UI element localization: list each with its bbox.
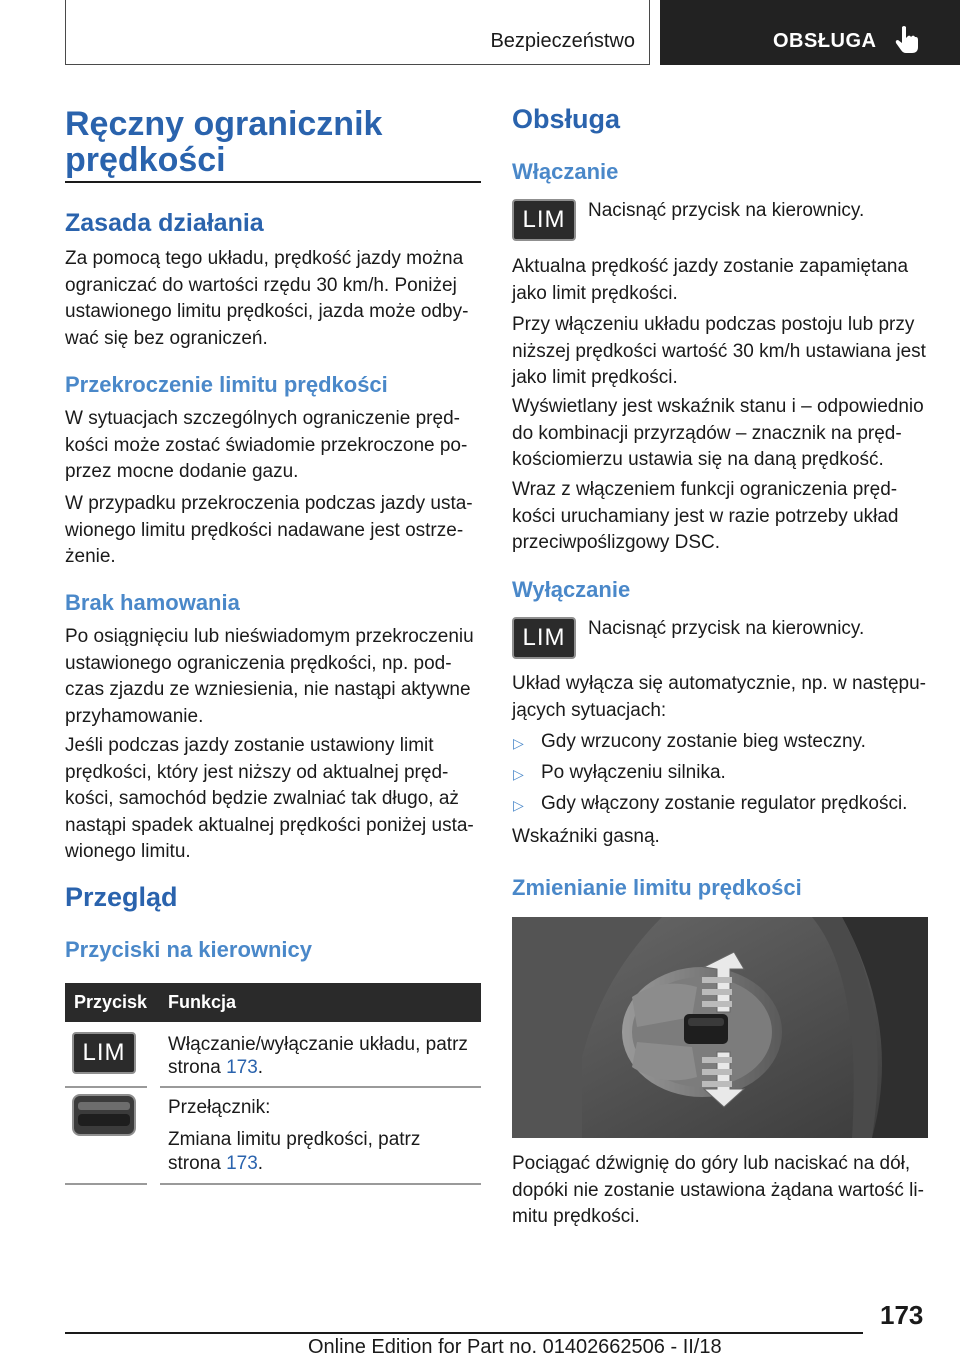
bullet-item-1: Gdy wrzucony zostanie bieg wsteczny. (541, 731, 866, 752)
lim-button-icon (72, 1032, 136, 1074)
para-principle-l1: Za pomocą tego układu, prędkość jazdy można (65, 248, 464, 269)
bullet-triangle-icon: ▷ (513, 735, 524, 751)
para-exceed-1-l1: W sytuacjach szczególnych ograniczenie pręd‐ (65, 408, 460, 429)
para-braking-2-l2: prędkości, który jest niższy od aktualnej pręd‐ (65, 761, 449, 783)
page-title-line1: Ręczny ogranicznik (65, 105, 383, 143)
page-title-line2: prędkości (65, 141, 226, 179)
heading-steering-buttons: Przyciski na kierownicy (65, 937, 313, 962)
para-braking-1-l2: ustawionego ograniczenia prędkości, np. pod‐ (65, 652, 452, 674)
heading-no-braking: Brak hamowania (65, 590, 240, 615)
para-braking-2-l1: Jeśli podczas jazdy zostanie ustawiony limit (65, 735, 434, 756)
para-on-4-l3: przeciwpoślizgowy DSC. (512, 532, 721, 553)
heading-switch-off: Wyłączanie (512, 577, 631, 602)
para-on-4-l1: Wraz z włączeniem funkcji ograniczenia pręd‐ (512, 479, 898, 500)
para-on-2-l2: niższej prędkości wartość 30 km/h ustawiana jest (512, 340, 926, 362)
para-change-l2: dopóki nie zostanie ustawiona żądana wartość li‐ (512, 1179, 924, 1201)
table-row1-text-l2: strona 173. (168, 1057, 264, 1078)
para-on-3-l1: Wyświetlany jest wskaźnik stanu i – odpowiednio (512, 396, 924, 417)
page-number: 173 (880, 1300, 924, 1330)
para-on-1-l1: Aktualna prędkość jazdy zostanie zapamiętana (512, 256, 909, 277)
footer-edition: Online Edition for Part no. 01402662506 - II/18 (308, 1336, 722, 1358)
title-rule (65, 181, 481, 183)
para-off-2: Wskaźniki gasną. (512, 826, 660, 847)
para-change-l3: mitu prędkości. (512, 1206, 640, 1227)
table-header (65, 983, 481, 1022)
lim-button-label: LIM (522, 206, 566, 233)
para-braking-1-l4: przyhamowanie. (65, 705, 204, 727)
para-exceed-2-l1: W przypadku przekroczenia podczas jazdy usta‐ (65, 493, 473, 514)
table-col-button: Przycisk (74, 992, 148, 1012)
para-principle-l3: ustawionego limitu prędkości, jazda może odby‐ (65, 301, 469, 322)
lim-button-label: LIM (522, 624, 566, 651)
para-exceed-1-l2: kości może zostać świadomie przekroczone po‐ (65, 434, 468, 456)
bullet-triangle-icon: ▷ (513, 797, 524, 813)
table-row2-text-l2: strona 173. (168, 1153, 264, 1174)
para-on-2-l1: Przy włączeniu układu podczas postoju lub przy (512, 314, 915, 335)
para-on-1-l2: jako limit prędkości. (512, 282, 678, 304)
table-divider-col2 (160, 1183, 481, 1185)
footer-rule (65, 1332, 863, 1334)
table-divider-col2 (160, 1086, 481, 1088)
para-off-1-l2: jących sytuacjach: (512, 699, 667, 721)
para-on-4-l2: kości uruchamiany jest w razie potrzeby układ (512, 505, 899, 527)
para-exceed-2-l2: wionego limitu prędkości nadawane jest ostrze‐ (65, 519, 464, 541)
heading-exceed-limit: Przekroczenie limitu prędkości (65, 372, 388, 397)
on-instruction: Nacisnąć przycisk na kierownicy. (588, 200, 865, 221)
off-instruction: Nacisnąć przycisk na kierownicy. (588, 618, 865, 639)
para-exceed-1-l3: przez mocne dodanie gazu. (65, 461, 299, 482)
hand-pointer-icon (894, 25, 920, 55)
para-principle-l2: ograniczać do wartości rzędu 30 km/h. Poniżej (65, 274, 457, 296)
heading-overview: Przegląd (65, 882, 178, 912)
lim-button-icon (512, 199, 576, 241)
lim-button-icon (512, 617, 576, 659)
steering-wheel-illustration (512, 917, 928, 1138)
bullet-item-3: Gdy włączony zostanie regulator prędkości. (541, 793, 908, 814)
header-section-tab (65, 0, 650, 65)
para-on-3-l2: do kombinacji przyrządów – znacznik na pręd‐ (512, 422, 902, 444)
table-divider-col1 (65, 1086, 147, 1088)
table-row2-text-l1: Zmiana limitu prędkości, patrz (168, 1129, 421, 1150)
lim-button-label: LIM (82, 1039, 126, 1066)
bullet-triangle-icon: ▷ (513, 766, 524, 782)
para-exceed-2-l3: żenie. (65, 546, 116, 567)
para-braking-2-l5: wionego limitu. (65, 841, 191, 862)
para-on-3-l3: kościomierzu ustawia się na daną prędkość. (512, 449, 884, 470)
para-braking-2-l3: kości, samochód będzie zwalniać tak długo, aż (65, 788, 459, 809)
page-link-173[interactable]: 173 (226, 1057, 258, 1078)
bullet-item-2: Po wyłączeniu silnika. (541, 762, 726, 783)
para-off-1-l1: Układ wyłącza się automatycznie, np. w następu‐ (512, 673, 926, 694)
para-on-2-l3: jako limit prędkości. (512, 367, 678, 388)
heading-change-limit: Zmienianie limitu prędkości (512, 875, 802, 900)
heading-principle: Zasada działania (65, 209, 264, 237)
table-row2-text-l0: Przełącznik: (168, 1097, 271, 1118)
table-divider-col1 (65, 1183, 147, 1185)
para-braking-1-l3: czas zjazdu ze wzniesienia, nie nastąpi aktywne (65, 679, 471, 700)
heading-switch-on: Włączanie (512, 159, 619, 184)
heading-operation: Obsługa (512, 104, 621, 134)
para-braking-2-l4: nastąpi spadek aktualnej prędkości poniżej usta‐ (65, 814, 474, 836)
para-change-l1: Pociągać dźwignię do góry lub naciskać na dół, (512, 1153, 911, 1174)
header-chapter-label: OBSŁUGA (773, 30, 877, 52)
rocker-switch-icon (72, 1094, 136, 1136)
table-col-function: Funkcja (168, 992, 237, 1012)
page-link-173[interactable]: 173 (226, 1153, 258, 1174)
para-braking-1-l1: Po osiągnięciu lub nieświadomym przekroczeniu (65, 626, 474, 647)
header-section-label: Bezpieczeństwo (490, 30, 635, 52)
steering-wheel-photo (512, 917, 928, 1138)
para-principle-l4: wać się bez ograniczeń. (65, 327, 268, 349)
table-row1-text-l1: Włączanie/wyłączanie układu, patrz (168, 1034, 468, 1055)
